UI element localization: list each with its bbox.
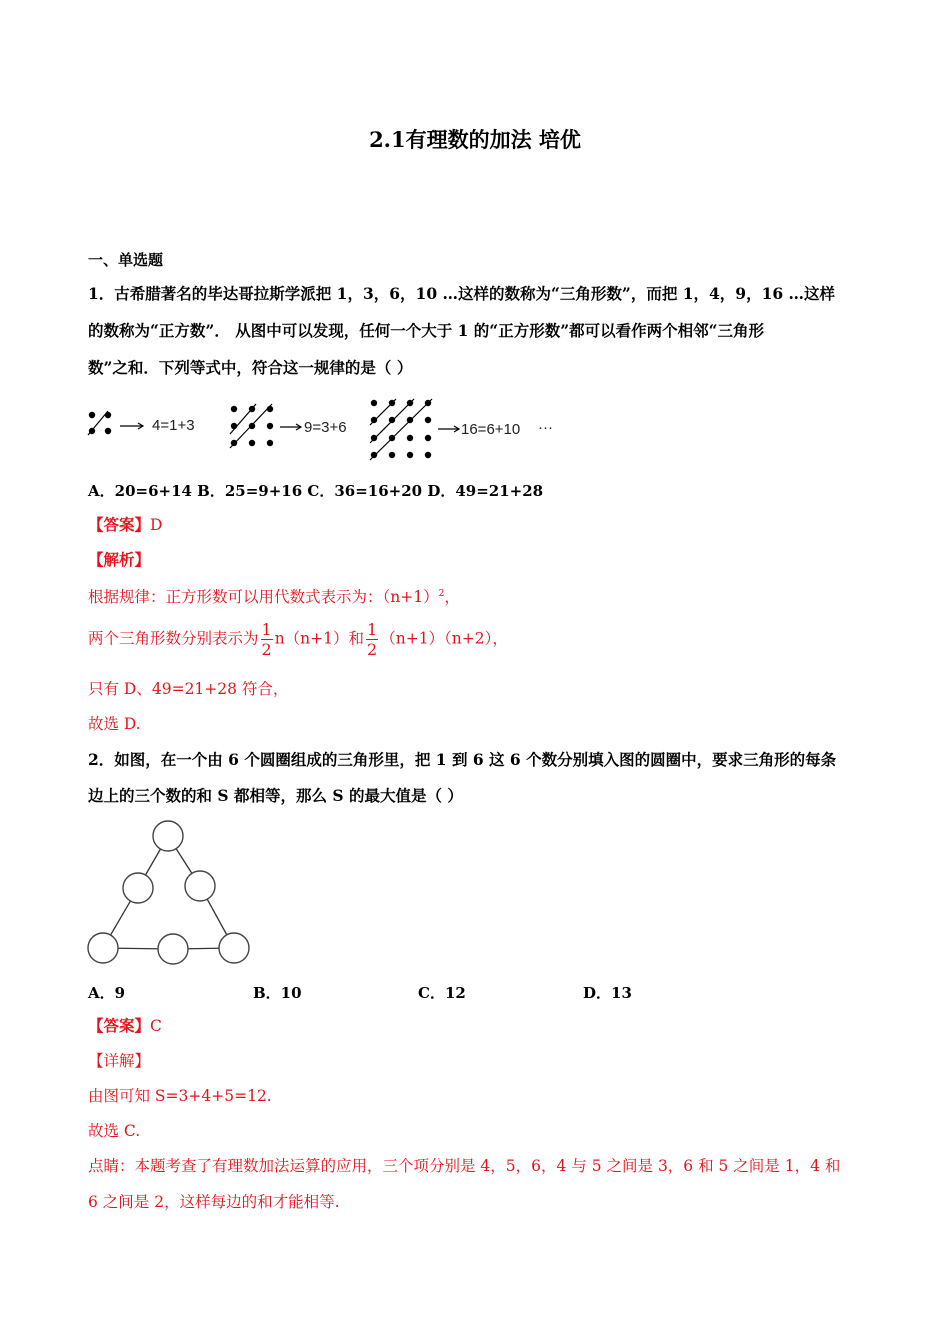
fraction-denominator: 2	[367, 640, 378, 659]
q2-option-d: D．13	[583, 984, 632, 1002]
q1-line-2: 的数称为“正方数”． 从图中可以发现，任何一个大于 1 的“正方形数”都可以看作两个相邻“三角形	[88, 321, 765, 340]
q2-comment-line-1: 点睛：本题考查了有理数加法运算的应用，三个项分别是 4，5，6，4 与 5 之间是 3，6 和 5 之间是 1，4 和	[88, 1157, 841, 1175]
circle-bottom-mid	[158, 934, 188, 964]
fig-ellipsis: ···	[538, 419, 553, 436]
fig-label-2: 9=3+6	[304, 419, 347, 436]
analysis-text: 根据规律：正方形数可以用代数式表示为：（n+1）	[88, 588, 439, 607]
q1-answer-value: D	[150, 516, 163, 534]
q2-detail-line-2: 故选 C.	[88, 1122, 141, 1140]
circle-bottom-left	[88, 933, 118, 963]
q1-answer	[88, 515, 162, 535]
fraction-half	[366, 620, 378, 659]
q1-dot-figure	[86, 398, 566, 462]
q1-analysis-tag: 【解析】	[88, 550, 151, 569]
q2-option-b: B．10	[253, 984, 302, 1002]
q2-detail-line-1: 由图可知 S=3+4+5=12.	[88, 1087, 272, 1105]
q2-triangle-figure	[86, 818, 254, 968]
analysis-punct: ，	[444, 588, 460, 607]
q2-detail-tag: 【详解】	[88, 1052, 151, 1070]
dot-square-4	[370, 399, 432, 460]
q1-line-1: 1．古希腊著名的毕达哥拉斯学派把 1，3，6，10 …这样的数称为“三角形数”，而把 1，4，9，16 …这样	[88, 284, 836, 303]
analysis-text: n（n+1）和	[274, 629, 365, 648]
page-title: 2.1有理数的加法 培优	[369, 127, 581, 152]
q1-analysis-line-1	[88, 584, 460, 607]
analysis-text: （n+1）（n+2），	[380, 629, 508, 648]
dot-square-2	[88, 411, 111, 435]
circle-bottom-right	[219, 933, 249, 963]
section-heading: 一、单选题	[88, 251, 164, 269]
analysis-text: 两个三角形数分别表示为	[88, 629, 259, 648]
q2-line-2: 边上的三个数的和 S 都相等，那么 S 的最大值是（ ）	[88, 786, 463, 805]
dot-square-3	[230, 404, 273, 448]
q2-option-c: C．12	[418, 984, 466, 1002]
circle-left-mid	[123, 873, 153, 903]
fraction-numerator: 1	[367, 620, 378, 639]
q2-comment-line-2: 6 之间是 2，这样每边的和才能相等.	[88, 1193, 340, 1211]
q1-analysis-line-3: 只有 D、49=21+28 符合，	[88, 680, 289, 698]
fig-label-1: 4=1+3	[152, 417, 195, 434]
q2-answer-tag: 【答案】	[88, 1016, 151, 1035]
q2-answer	[88, 1016, 162, 1036]
fraction-numerator: 1	[261, 620, 272, 639]
q2-answer-value: C	[150, 1017, 162, 1035]
circle-right-mid	[185, 871, 215, 901]
q1-line-3: 数”之和．下列等式中，符合这一规律的是（ ）	[88, 358, 413, 377]
circle-top	[153, 821, 183, 851]
q1-answer-tag: 【答案】	[88, 515, 151, 534]
q1-analysis-line-2	[88, 620, 508, 659]
q1-analysis-line-4: 故选 D.	[88, 715, 141, 733]
fraction-half	[261, 620, 273, 659]
q2-line-1: 2．如图，在一个由 6 个圆圈组成的三角形里，把 1 到 6 这 6 个数分别填入图的圆圈中，要求三角形的每条	[88, 750, 837, 769]
fraction-denominator: 2	[261, 640, 272, 659]
exponent: 2	[438, 589, 445, 599]
fig-label-3: 16=6+10	[461, 421, 521, 438]
q1-options: A．20=6+14 B．25=9+16 C．36=16+20 D．49=21+28	[88, 482, 544, 500]
q2-option-a: A．9	[88, 984, 126, 1002]
